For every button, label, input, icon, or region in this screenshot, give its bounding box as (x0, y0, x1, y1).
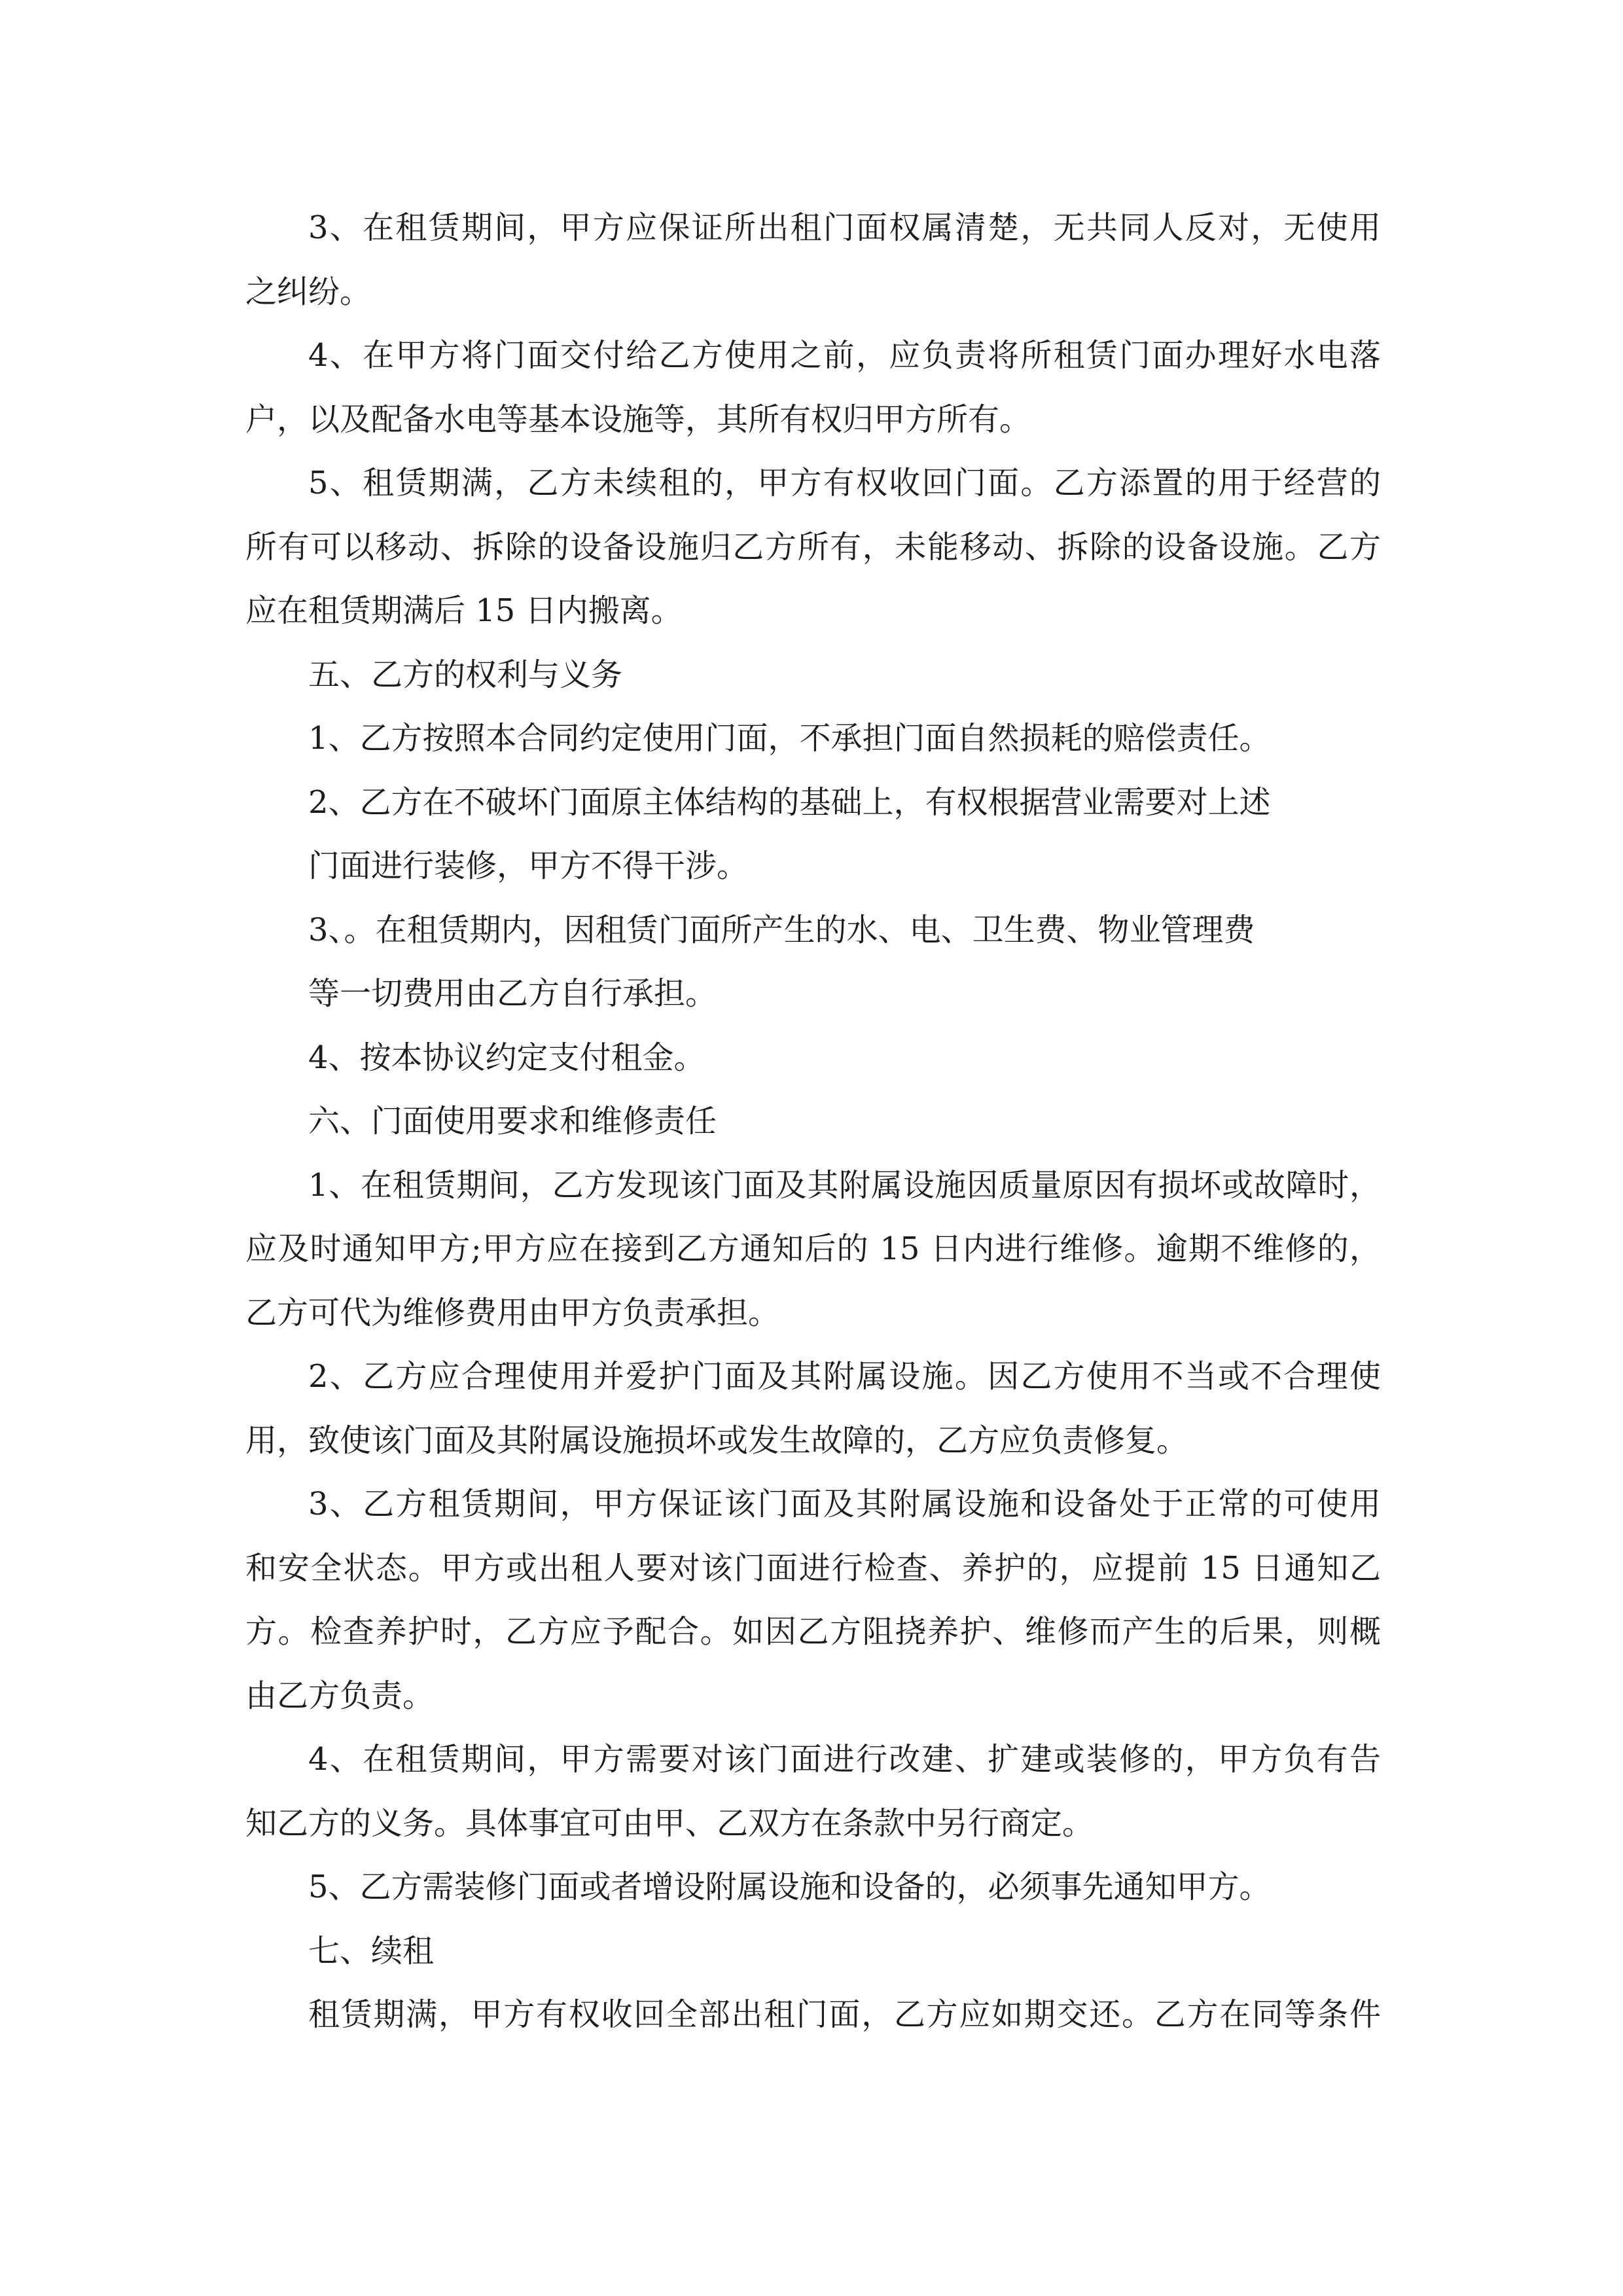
clause-line: 之纠纷。 (245, 273, 372, 310)
clause-line: 方。检查养护时，乙方应予配合。如因乙方阻挠养护、维修而产生的后果，则概 (245, 1613, 1381, 1650)
clause-line: 3、。在租赁期内，因租赁门面所产生的水、电、卫生费、物业管理费 (308, 911, 1255, 948)
clause-line: 3、在租赁期间，甲方应保证所出租门面权属清楚，无共同人反对，无使用 (308, 209, 1381, 246)
clause-line: 应在租赁期满后 15 日内搬离。 (245, 592, 683, 629)
clause-line: 应及时通知甲方;甲方应在接到乙方通知后的 15 日内进行维修。逾期不维修的， (245, 1230, 1381, 1267)
clause-line: 用，致使该门面及其附属设施损坏或发生故障的，乙方应负责修复。 (245, 1422, 1188, 1459)
clause-line: 4、在租赁期间，甲方需要对该门面进行改建、扩建或装修的，甲方负有告 (308, 1741, 1381, 1778)
section-heading: 七、续租 (308, 1932, 435, 1969)
clause-line: 和安全状态。甲方或出租人要对该门面进行检查、养护的，应提前 15 日通知乙 (245, 1549, 1381, 1587)
clause-line: 1、乙方按照本合同约定使用门面，不承担门面自然损耗的赔偿责任。 (308, 720, 1271, 757)
document-body (245, 196, 1381, 2047)
section-heading: 五、乙方的权利与义务 (308, 656, 623, 693)
clause-line: 2、乙方在不破坏门面原主体结构的基础上，有权根据营业需要对上述 (308, 783, 1271, 821)
clause-line: 等一切费用由乙方自行承担。 (308, 975, 717, 1012)
clause-line: 4、在甲方将门面交付给乙方使用之前，应负责将所租赁门面办理好水电落 (308, 337, 1381, 374)
clause-line: 由乙方负责。 (245, 1677, 435, 1714)
clause-line: 4、按本协议约定支付租金。 (308, 1039, 705, 1076)
clause-line: 3、乙方租赁期间，甲方保证该门面及其附属设施和设备处于正常的可使用 (308, 1486, 1381, 1522)
section-heading: 六、门面使用要求和维修责任 (308, 1103, 717, 1139)
clause-line: 所有可以移动、拆除的设备设施归乙方所有，未能移动、拆除的设备设施。乙方 (245, 528, 1381, 565)
clause-line: 2、乙方应合理使用并爱护门面及其附属设施。因乙方使用不当或不合理使 (308, 1358, 1381, 1395)
clause-line: 知乙方的义务。具体事宜可由甲、乙双方在条款中另行商定。 (245, 1804, 1094, 1842)
clause-line: 乙方可代为维修费用由甲方负责承担。 (245, 1294, 780, 1331)
clause-line: 门面进行装修，甲方不得干涉。 (308, 848, 749, 884)
clause-line: 租赁期满，甲方有权收回全部出租门面，乙方应如期交还。乙方在同等条件 (308, 1996, 1381, 2033)
clause-line: 5、租赁期满，乙方未续租的，甲方有权收回门面。乙方添置的用于经营的 (308, 465, 1381, 501)
clause-line: 1、在租赁期间，乙方发现该门面及其附属设施因质量原因有损坏或故障时， (308, 1166, 1381, 1204)
clause-line: 户，以及配备水电等基本设施等，其所有权归甲方所有。 (245, 401, 1031, 438)
clause-line: 5、乙方需装修门面或者增设附属设施和设备的，必须事先通知甲方。 (308, 1869, 1271, 1905)
